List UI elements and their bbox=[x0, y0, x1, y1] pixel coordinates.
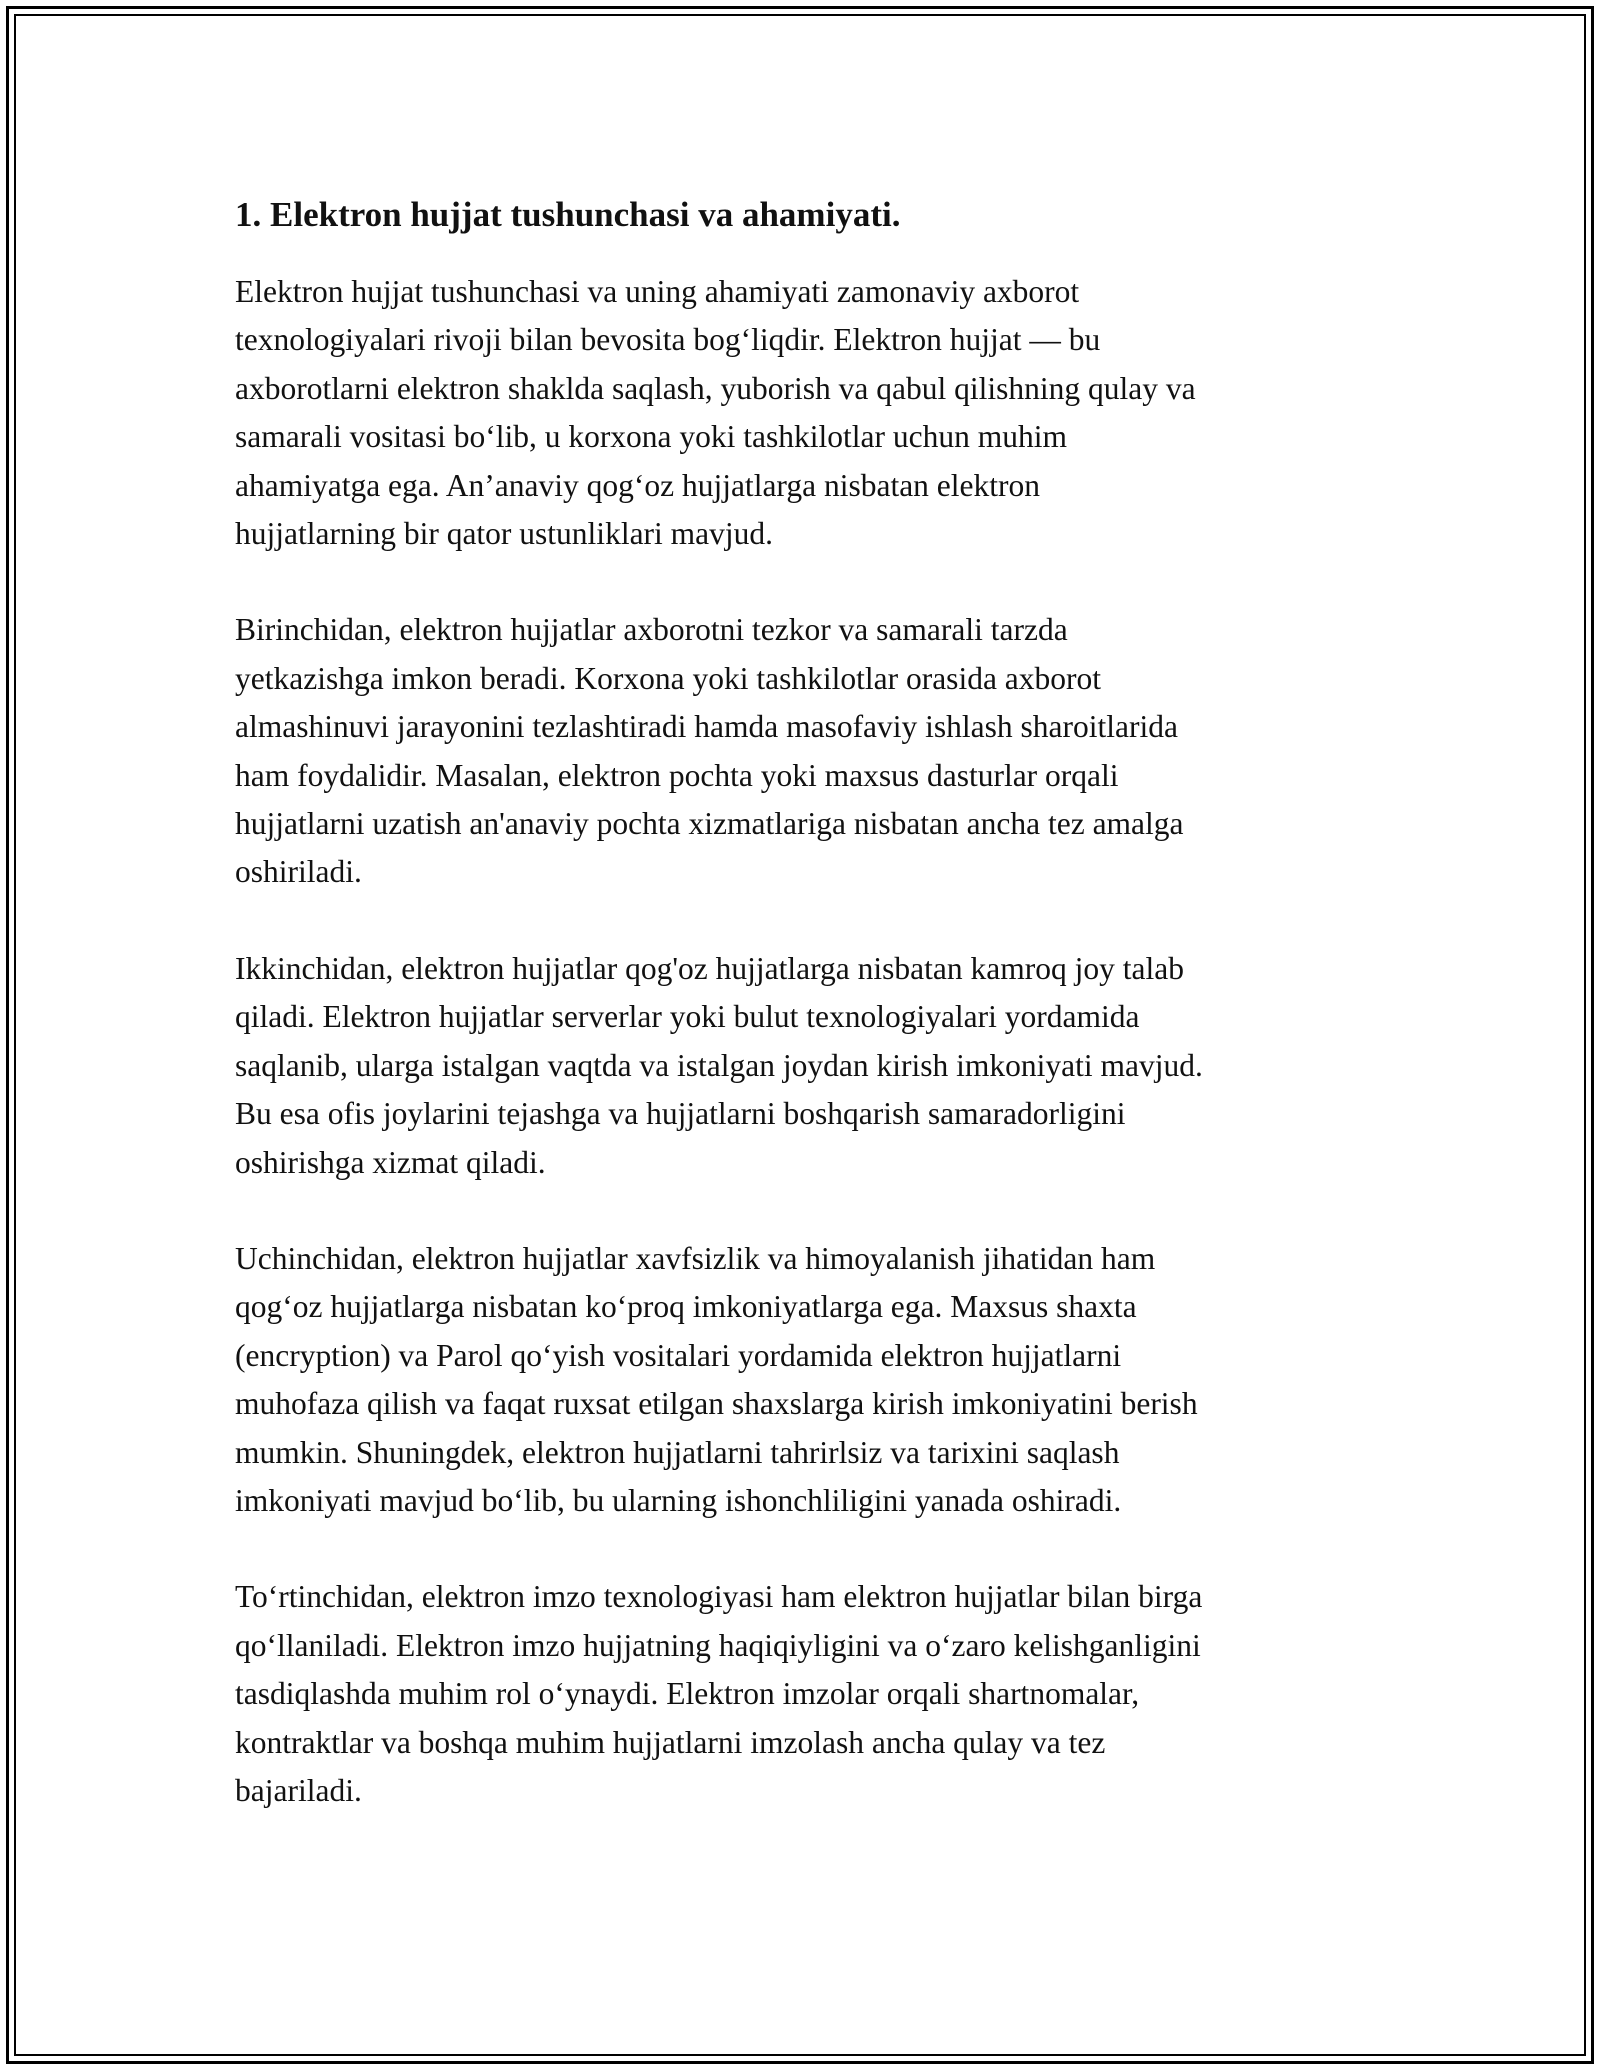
text-line: (encryption) va Parol qo‘yish vositalari yordamida elektron hujjatlarni bbox=[235, 1337, 1122, 1373]
text-line: texnologiyalari rivoji bilan bevosita bog‘liqdir. Elektron hujjat — bu bbox=[235, 322, 1101, 358]
text-line: yetkazishga imkon beradi. Korxona yoki tashkilotlar orasida axborot bbox=[235, 660, 1102, 696]
text-line: Bu esa ofis joylarini tejashga va hujjatlarni boshqarish samaradorligini bbox=[235, 1096, 1126, 1132]
text-line: Birinchidan, elektron hujjatlar axborotni tezkor va samarali tarzda bbox=[235, 612, 1068, 648]
text-line: kontraktlar va boshqa muhim hujjatlarni imzolash ancha qulay va tez bbox=[235, 1724, 1106, 1760]
text-line: Uchinchidan, elektron hujjatlar xavfsizlik va himoyalanish jihatidan ham bbox=[235, 1240, 1156, 1276]
text-line: almashinuvi jarayonini tezlashtiradi hamda masofaviy ishlash sharoitlarida bbox=[235, 709, 1178, 745]
text-line: qiladi. Elektron hujjatlar serverlar yoki bulut texnologiyalari yordamida bbox=[235, 999, 1140, 1035]
text-line: qog‘oz hujjatlarga nisbatan ko‘proq imkoniyatlarga ega. Maxsus shaxta bbox=[235, 1289, 1137, 1325]
text-line: oshirishga xizmat qiladi. bbox=[235, 1144, 546, 1180]
text-line: ahamiyatga ega. An’anaviy qog‘oz hujjatlarga nisbatan elektron bbox=[235, 467, 1041, 503]
text-line: oshiriladi. bbox=[235, 854, 362, 890]
text-line: qo‘llaniladi. Elektron imzo hujjatning haqiqiyligini va o‘zaro kelishganligini bbox=[235, 1627, 1201, 1663]
text-line: To‘rtinchidan, elektron imzo texnologiyasi ham elektron hujjatlar bilan birga bbox=[235, 1579, 1203, 1615]
text-line: mumkin. Shuningdek, elektron hujjatlarni tahrirlsiz va tarixini saqlash bbox=[235, 1434, 1120, 1470]
text-line: samarali vositasi bo‘lib, u korxona yoki tashkilotlar uchun muhim bbox=[235, 419, 1067, 455]
text-line: ham foydalidir. Masalan, elektron pochta yoki maxsus dasturlar orqali bbox=[235, 757, 1119, 793]
paragraph-first bbox=[235, 606, 1385, 896]
text-line: muhofaza qilish va faqat ruxsat etilgan shaxslarga kirish imkoniyatini berish bbox=[235, 1386, 1198, 1422]
text-line: hujjatlarni uzatish an'anaviy pochta xizmatlariga nisbatan ancha tez amalga bbox=[235, 806, 1184, 842]
section-heading: 1. Elektron hujjat tushunchasi va ahamiyati. bbox=[235, 195, 901, 234]
text-line: Elektron hujjat tushunchasi va uning ahamiyati zamonaviy axborot bbox=[235, 274, 1080, 309]
document-body bbox=[235, 186, 1385, 1863]
text-line: hujjatlarning bir qator ustunliklari mavjud. bbox=[235, 516, 774, 552]
text-line: saqlanib, ularga istalgan vaqtda va istalgan joydan kirish imkoniyati mavjud. bbox=[235, 1047, 1203, 1083]
paragraph-second bbox=[235, 945, 1385, 1187]
paragraph-intro bbox=[235, 268, 1385, 558]
paragraph-fourth bbox=[235, 1573, 1385, 1815]
text-line: tasdiqlashda muhim rol o‘ynaydi. Elektron imzolar orqali shartnomalar, bbox=[235, 1676, 1140, 1712]
text-line: bajariladi. bbox=[235, 1772, 362, 1808]
text-line: axborotlarni elektron shaklda saqlash, yuborish va qabul qilishning qulay va bbox=[235, 370, 1196, 406]
paragraph-third bbox=[235, 1235, 1385, 1525]
text-line: imkoniyati mavjud bo‘lib, bu ularning ishonchliligini yanada oshiradi. bbox=[235, 1482, 1122, 1518]
text-line: Ikkinchidan, elektron hujjatlar qog'oz hujjatlarga nisbatan kamroq joy talab bbox=[235, 950, 1184, 986]
